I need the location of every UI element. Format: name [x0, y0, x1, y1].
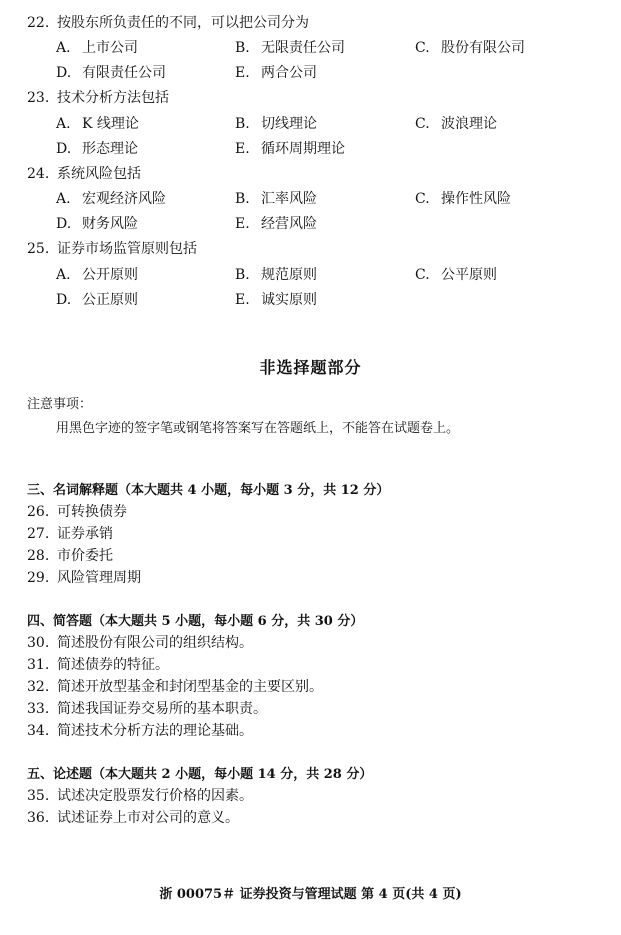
question-text: 技术分析方法包括 — [57, 90, 169, 106]
option-text: 汇率风险 — [261, 191, 317, 207]
question-text: 证券承销 — [57, 526, 113, 542]
option-a — [56, 39, 138, 57]
option-text: 两合公司 — [261, 65, 317, 81]
question-31 — [27, 656, 169, 674]
option-c — [415, 190, 511, 208]
option-letter: C. — [415, 267, 430, 283]
option-letter: A. — [56, 116, 71, 132]
option-b — [235, 190, 317, 208]
question-23 — [27, 89, 169, 107]
question-number: 26. — [27, 504, 50, 520]
option-letter: D. — [56, 292, 72, 308]
option-c — [415, 115, 497, 133]
question-28 — [27, 547, 113, 565]
question-number: 36. — [27, 810, 50, 826]
option-d — [56, 140, 138, 158]
question-text: 证券市场监管原则包括 — [57, 241, 197, 257]
question-34 — [27, 722, 253, 740]
option-letter: B. — [235, 267, 250, 283]
section-heading: 五、论述题（本大题共 2 小题，每小题 14 分，共 28 分） — [27, 767, 373, 782]
question-35 — [27, 787, 253, 805]
option-letter: B. — [235, 116, 250, 132]
option-letter: A. — [56, 267, 71, 283]
question-33 — [27, 700, 267, 718]
question-text: 简述我国证券交易所的基本职责。 — [57, 701, 267, 717]
question-text: 风险管理周期 — [57, 570, 141, 586]
option-letter: A. — [56, 191, 71, 207]
option-e — [235, 291, 317, 309]
option-text: 公开原则 — [82, 267, 138, 283]
option-letter: D. — [56, 216, 72, 232]
option-d — [56, 64, 166, 82]
option-letter: D. — [56, 141, 72, 157]
option-text: 无限责任公司 — [261, 40, 345, 56]
question-number: 29. — [27, 570, 50, 586]
option-b — [235, 39, 345, 57]
option-letter: E. — [235, 141, 250, 157]
option-c — [415, 266, 497, 284]
option-letter: D. — [56, 65, 72, 81]
option-text: 波浪理论 — [441, 116, 497, 132]
option-letter: C. — [415, 116, 430, 132]
options-row — [56, 215, 596, 233]
option-text: 循环周期理论 — [261, 141, 345, 157]
option-a — [56, 190, 166, 208]
question-number: 24. — [27, 166, 50, 182]
notice-label: 注意事项： — [27, 397, 93, 412]
question-text: 系统风险包括 — [57, 166, 141, 182]
question-text: 简述债券的特征。 — [57, 657, 169, 673]
question-number: 25. — [27, 241, 50, 257]
section-title: 非选择题部分 — [259, 358, 362, 377]
option-text: 股份有限公司 — [441, 40, 525, 56]
section-heading: 四、简答题（本大题共 5 小题，每小题 6 分，共 30 分） — [27, 614, 364, 629]
question-32 — [27, 678, 323, 696]
option-text: 操作性风险 — [441, 191, 511, 207]
option-letter: E. — [235, 216, 250, 232]
question-26 — [27, 503, 127, 521]
question-text: 市价委托 — [57, 548, 113, 564]
option-text: 诚实原则 — [261, 292, 317, 308]
option-b — [235, 266, 317, 284]
question-25 — [27, 240, 197, 258]
options-row — [56, 190, 596, 208]
option-c — [415, 39, 525, 57]
question-27 — [27, 525, 113, 543]
question-text: 简述股份有限公司的组织结构。 — [57, 635, 253, 651]
question-text: 按股东所负责任的不同，可以把公司分为 — [57, 15, 309, 31]
question-22 — [27, 14, 309, 32]
option-text: 公正原则 — [82, 292, 138, 308]
option-a — [56, 115, 139, 133]
question-number: 32. — [27, 679, 50, 695]
section-heading: 三、名词解释题（本大题共 4 小题，每小题 3 分，共 12 分） — [27, 483, 390, 498]
options-row — [56, 140, 596, 158]
question-number: 30. — [27, 635, 50, 651]
question-number: 34. — [27, 723, 50, 739]
question-number: 35. — [27, 788, 50, 804]
notice-text: 用黑色字迹的签字笔或钢笔将答案写在答题纸上，不能答在试题卷上。 — [56, 421, 460, 436]
option-text: 规范原则 — [261, 267, 317, 283]
options-row — [56, 115, 596, 133]
question-number: 33. — [27, 701, 50, 717]
option-text: 宏观经济风险 — [82, 191, 166, 207]
option-letter: A. — [56, 40, 71, 56]
option-text: 财务风险 — [82, 216, 138, 232]
option-letter: C. — [415, 191, 430, 207]
question-24 — [27, 165, 141, 183]
question-text: 试述决定股票发行价格的因素。 — [57, 788, 253, 804]
question-text: 简述技术分析方法的理论基础。 — [57, 723, 253, 739]
options-row — [56, 64, 596, 82]
option-b — [235, 115, 317, 133]
option-d — [56, 215, 138, 233]
option-e — [235, 215, 317, 233]
option-text: 公平原则 — [441, 267, 497, 283]
option-a — [56, 266, 138, 284]
option-d — [56, 291, 138, 309]
option-letter: C. — [415, 40, 430, 56]
option-text: 上市公司 — [82, 40, 138, 56]
option-text: 切线理论 — [261, 116, 317, 132]
question-number: 31. — [27, 657, 50, 673]
option-text: 经营风险 — [261, 216, 317, 232]
option-letter: B. — [235, 191, 250, 207]
option-e — [235, 64, 317, 82]
page-footer: 浙 00075＃ 证券投资与管理试题 第 4 页(共 4 页) — [159, 887, 462, 902]
option-e — [235, 140, 345, 158]
option-letter: E. — [235, 65, 250, 81]
question-36 — [27, 809, 239, 827]
option-text: 有限责任公司 — [82, 65, 166, 81]
question-text: 可转换债券 — [57, 504, 127, 520]
options-row — [56, 291, 596, 309]
option-letter: B. — [235, 40, 250, 56]
question-number: 22. — [27, 15, 50, 31]
question-number: 23. — [27, 90, 50, 106]
options-row — [56, 39, 596, 57]
option-text: 形态理论 — [82, 141, 138, 157]
option-letter: E. — [235, 292, 250, 308]
question-text: 试述证券上市对公司的意义。 — [57, 810, 239, 826]
question-29 — [27, 569, 141, 587]
option-text: K 线理论 — [82, 116, 139, 132]
question-30 — [27, 634, 253, 652]
question-number: 28. — [27, 548, 50, 564]
question-text: 简述开放型基金和封闭型基金的主要区别。 — [57, 679, 323, 695]
question-number: 27. — [27, 526, 50, 542]
options-row — [56, 266, 596, 284]
